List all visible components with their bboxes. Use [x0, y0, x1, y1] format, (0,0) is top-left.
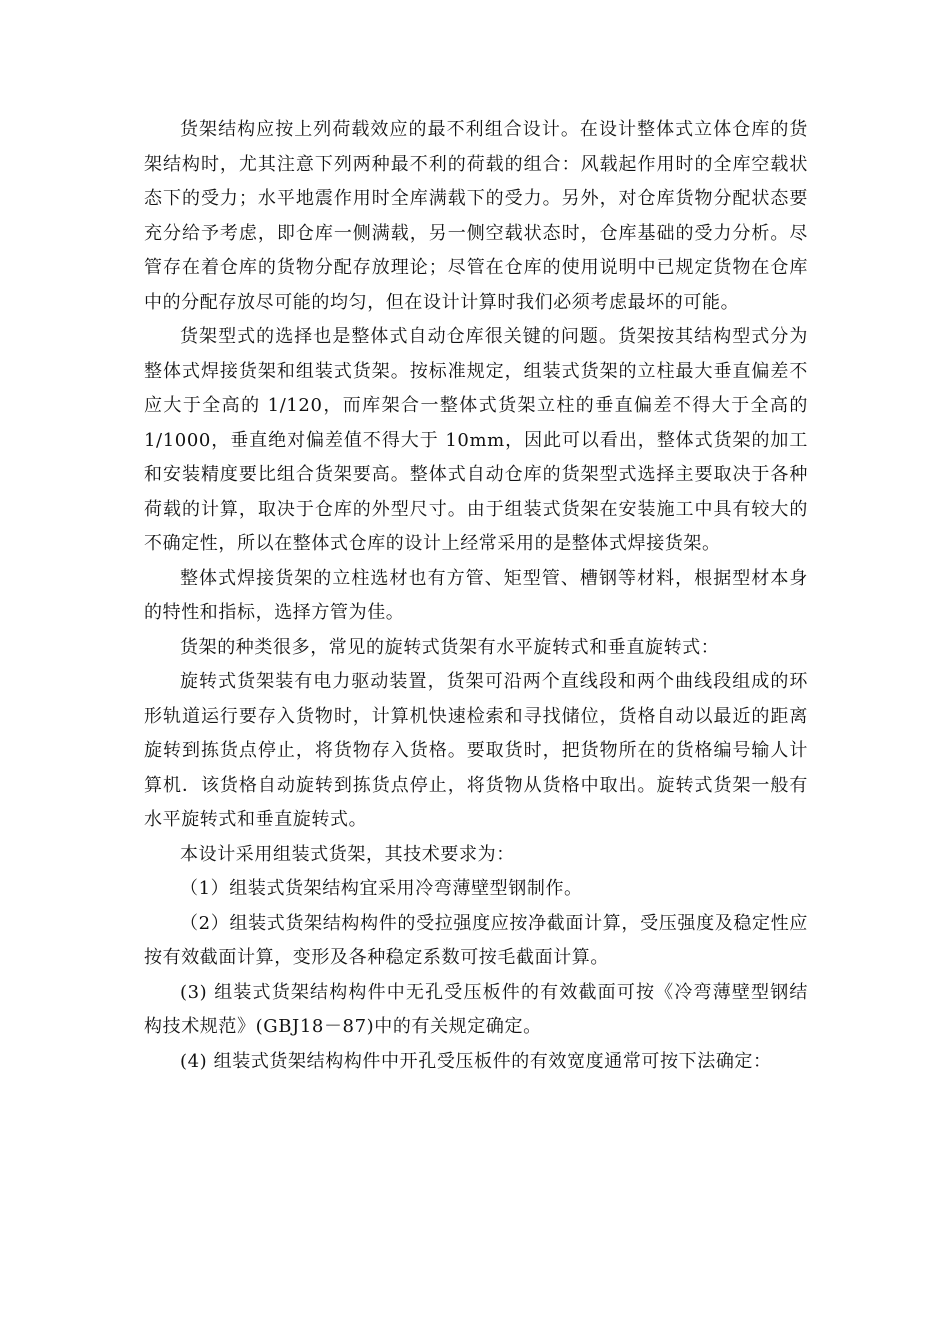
- document-body: [144, 113, 808, 1079]
- requirement-item-4: (4) 组装式货架结构构件中开孔受压板件的有效宽度通常可按下法确定：: [180, 1050, 772, 1072]
- paragraph-rotary-shelf-types: 货架的种类很多，常见的旋转式货架有水平旋转式和垂直旋转式：: [180, 636, 720, 658]
- paragraph-rotary-shelf-description: 旋转式货架装有电力驱动装置，货架可沿两个直线段和两个曲线段组成的环形轨道运行要存入货物时，计算机快速检索和寻找储位，货格自动以最近的距离旋转到拣货点停止，将货物存入货格。要取货时，把货物所在的货格编号输人计算机．该货格自动旋转到拣货点停止，将货物从货格中取出。旋转式货架一般有水平旋转式和垂直旋转式。: [144, 671, 808, 830]
- requirement-item-1: （1）组装式货架结构宜采用冷弯薄壁型钢制作。: [180, 878, 583, 899]
- paragraph-shelf-type-selection: 货架型式的选择也是整体式自动仓库很关键的问题。货架按其结构型式分为整体式焊接货架和组装式货架。按标准规定，组装式货架的立柱最大垂直偏差不应大于全高的 1/120，而库架合一整体式货架立柱的垂直偏差不得大于全高的 1/1000，垂直绝对偏差值不得大于 10mm，因此可以看出，整体式货架的加工和安装精度要比组合货架要高。整体式自动仓库的货架型式选择主要取决于各种荷载的计算，取决于仓库的外型尺寸。由于组装式货架在安装施工中具有较大的不确定性，所以在整体式仓库的设计上经常采用的是整体式焊接货架。: [144, 326, 808, 554]
- paragraph-technical-requirements-intro: 本设计采用组装式货架，其技术要求为：: [180, 843, 515, 865]
- requirement-item-3: (3) 组装式货架结构构件中无孔受压板件的有效截面可按《冷弯薄壁型钢结构技术规范》(GBJ18－87)中的有关规定确定。: [144, 981, 808, 1037]
- paragraph-column-material: 整体式焊接货架的立柱选材也有方管、矩型管、槽钢等材料，根据型材本身的特性和指标，选择方管为佳。: [144, 567, 808, 623]
- paragraph-load-combination: 货架结构应按上列荷载效应的最不利组合设计。在设计整体式立体仓库的货架结构时，尤其注意下列两种最不利的荷载的组合：风载起作用时的全库空载状态下的受力；水平地震作用时全库满载下的受力。另外，对仓库货物分配状态要充分给予考虑，即仓库一侧满载，另一侧空载状态时，仓库基础的受力分析。尽管存在着仓库的货物分配存放理论；尽管在仓库的使用说明中已规定货物在仓库中的分配存放尽可能的均匀，但在设计计算时我们必须考虑最坏的可能。: [144, 119, 808, 313]
- requirement-item-2: （2）组装式货架结构构件的受拉强度应按净截面计算，受压强度及稳定性应按有效截面计算，变形及各种稳定系数可按毛截面计算。: [144, 912, 808, 968]
